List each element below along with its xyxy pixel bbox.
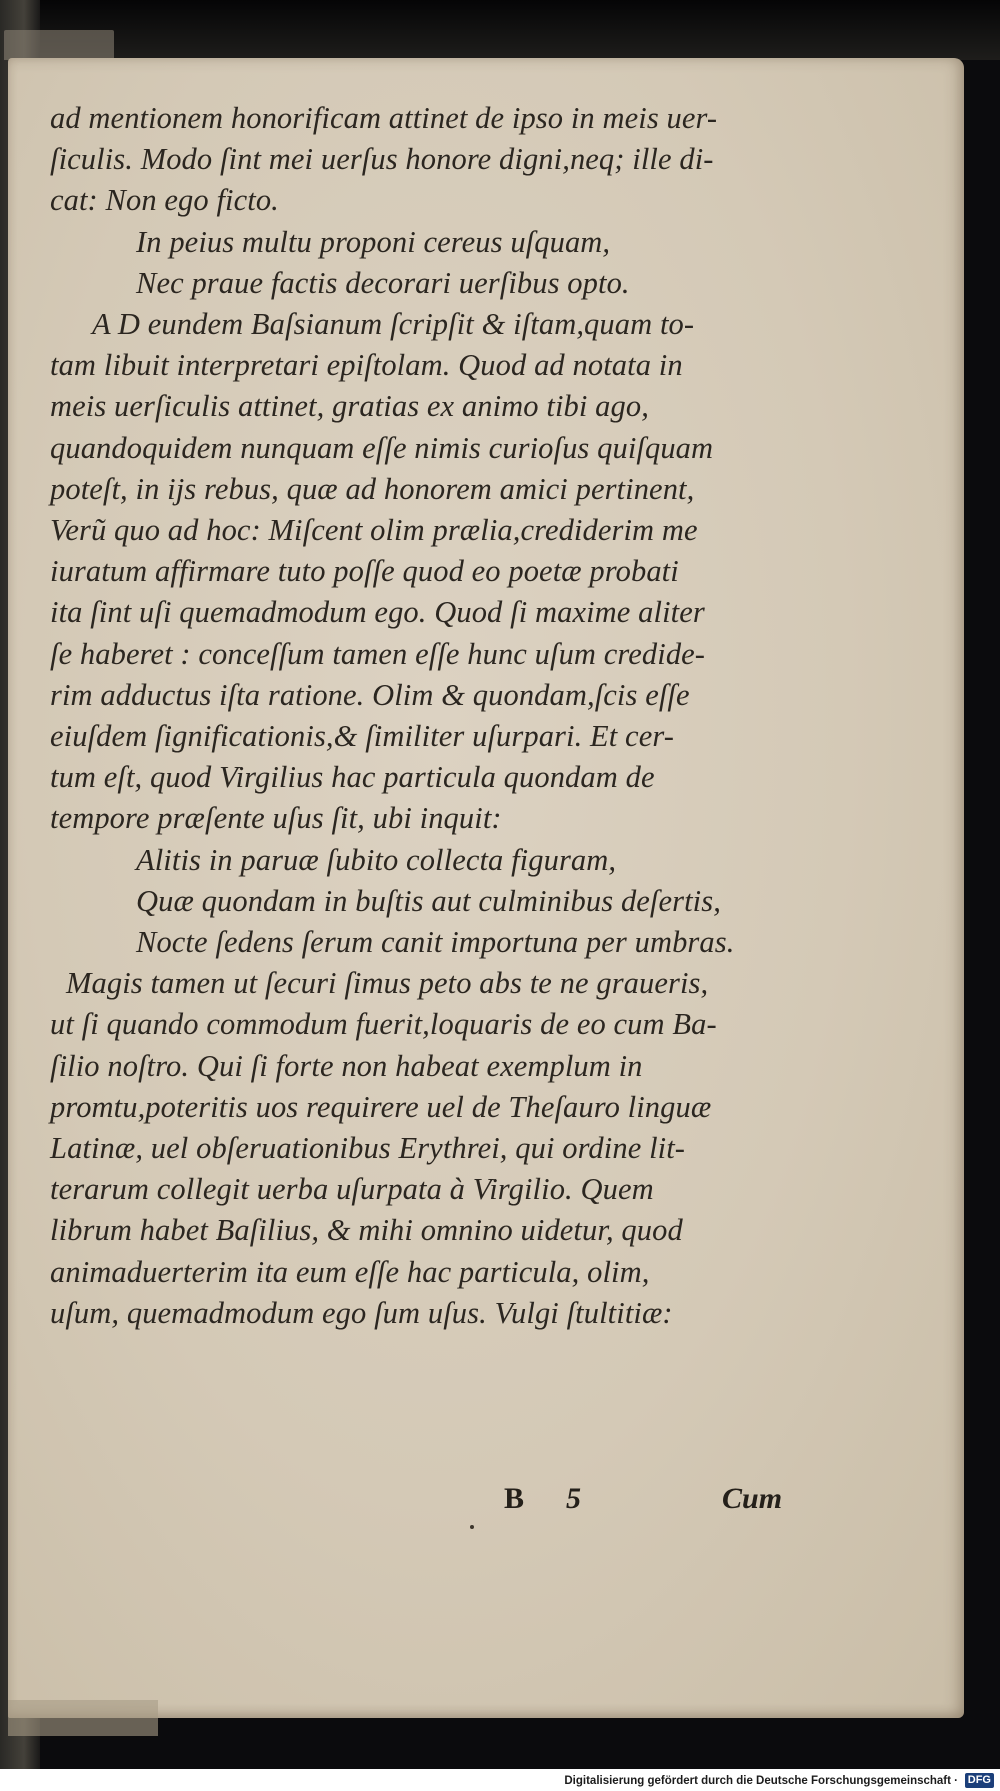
text-line: tam libuit interpretari epiſtolam. Quod ad notata in — [50, 348, 683, 383]
text-line: iuratum affirmare tuto poſſe quod eo poetæ probati — [50, 554, 679, 589]
verse-line: Quæ quondam in buſtis aut culminibus deſertis, — [136, 883, 721, 918]
text-line: quandoquidem nunquam eſſe nimis curioſus quiſquam — [50, 430, 714, 465]
text-line: promtu,poteritis uos requirere uel de Theſauro linguæ — [50, 1089, 712, 1124]
paragraph-start: Magis tamen ut ſecuri ſimus peto abs te ne graueris, — [66, 966, 709, 1001]
text-line: ad mentionem honorificam attinet de ipso in meis uer- — [50, 101, 718, 135]
verse-line: Nocte ſedens ſerum canit importuna per umbras. — [136, 925, 735, 960]
text-line: meis uerſiculis attinet, gratias ex animo tibi ago, — [50, 389, 649, 424]
page-signature-row — [504, 1482, 794, 1522]
signature-mark: B — [504, 1482, 525, 1515]
scan-background-top — [0, 0, 1000, 60]
footer-bar — [0, 1769, 1000, 1791]
text-line: librum habet Baſilius, & mihi omnino uidetur, quod — [50, 1213, 683, 1248]
text-line: animaduerterim ita eum eſſe hac particula, olim, — [50, 1254, 650, 1289]
page-edge — [4, 30, 114, 60]
text-line: poteſt, in ijs rebus, quæ ad honorem amici pertinent, — [50, 471, 695, 506]
catchword: Cum — [722, 1482, 783, 1515]
verse-line: Nec praue factis decorari uerſibus opto. — [136, 265, 630, 300]
page-edge-bottom — [8, 1700, 158, 1736]
text-line: eiuſdem ſignificationis,& ſimiliter uſurpari. Et cer- — [50, 719, 674, 754]
paragraph-start: A D eundem Baſsianum ſcripſit & iſtam,quam to- — [92, 307, 695, 342]
text-line: terarum collegit uerba uſurpata à Virgilio. Quem — [50, 1172, 654, 1207]
text-line: cat: Non ego ficto. — [50, 183, 279, 218]
text-line: ſe haberet : conceſſum tamen eſſe hunc uſum credide- — [50, 636, 706, 671]
footer-credit: Digitalisierung gefördert durch die Deutsche Forschungsgemeinschaft · — [564, 1775, 958, 1787]
text-line: Latinæ, uel obſeruationibus Erythrei, qui ordine lit- — [50, 1131, 686, 1166]
dfg-logo: DFG — [965, 1773, 994, 1788]
text-line: tempore præſente uſus ſit, ubi inquit: — [50, 801, 502, 836]
text-line: ut ſi quando commodum fuerit,loquaris de eo cum Ba- — [50, 1007, 717, 1042]
text-line: ita ſint uſi quemadmodum ego. Quod ſi maxime aliter — [50, 595, 705, 630]
signature-number: 5 — [566, 1482, 581, 1515]
page-text — [50, 98, 830, 1334]
text-line: ſilio noſtro. Qui ſi forte non habeat exemplum in — [50, 1048, 643, 1083]
text-line: Verũ quo ad hoc: Miſcent olim prælia,crediderim me — [50, 513, 698, 548]
ink-dot — [470, 1525, 474, 1529]
verse-line: Alitis in paruæ ſubito collecta figuram, — [136, 842, 617, 877]
verse-line: In peius multu proponi cereus uſquam, — [136, 224, 611, 259]
text-line: uſum, quemadmodum ego ſum uſus. Vulgi ſtultitiæ: — [50, 1295, 673, 1330]
text-line: rim adductus iſta ratione. Olim & quondam,ſcis eſſe — [50, 677, 690, 712]
text-line: ſiculis. Modo ſint mei uerſus honore digni,neq; ille di- — [50, 142, 714, 177]
text-line: tum eſt, quod Virgilius hac particula quondam de — [50, 760, 655, 795]
